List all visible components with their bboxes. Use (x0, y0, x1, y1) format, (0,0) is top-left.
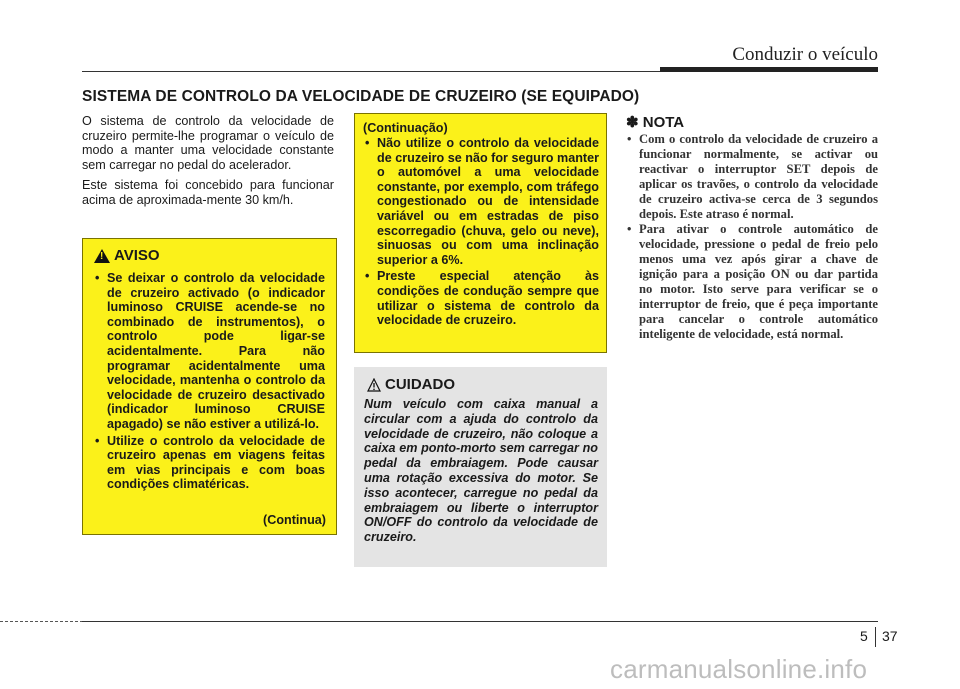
warning-list (93, 271, 325, 494)
warning-continued-box (354, 113, 607, 353)
list-item: • Com o controlo da velocidade de cruzeiro a funcionar normalmente, se activar ou reactivar o interruptor SET depois de aplicar os travões, o controlo da velocidade de cruzeiro activa-se cerca de 3 segundos depois. Este atraso é normal. (626, 132, 878, 222)
list-item: • Para ativar o controle automático de velocidade, pressione o pedal de freio pelo menos uma vez após girar a chave de ignição para a posição ON ou dar partida no motor. Isto serve para verificar se o interruptor de freio, que é peça importante para cancelar o controle automático inteligente de velocidade, está normal. (626, 222, 878, 342)
continued-title: (Continuação) (363, 121, 448, 135)
continues-label: (Continua) (263, 513, 326, 527)
caution-box (354, 367, 607, 567)
caution-triangle-icon (367, 378, 381, 392)
list-item: • Não utilize o controlo da velocidade de cruzeiro se não for seguro manter o automóvel a uma velocidade constante, por exemplo, com tráfego congestionado ou de intensidade variável ou em estradas de piso escorregadio (chuva, gelo ou neve), sinuosas ou com uma inclinação superior a 6%. (363, 136, 599, 267)
section-title: SISTEMA DE CONTROLO DA VELOCIDADE DE CRUZEIRO (SE EQUIPADO) (82, 88, 640, 105)
watermark: carmanualsonline.info (610, 654, 868, 684)
caution-header (367, 376, 455, 393)
list-item: • Preste especial atenção às condições de condução sempre que utilizar o sistema de controlo da velocidade de cruzeiro. (363, 269, 599, 327)
warning-box (82, 238, 337, 535)
note-title: ✽ NOTA (626, 114, 685, 131)
intro-paragraph: Este sistema foi concebido para funcionar acima de aproximada-mente 30 km/h. (82, 178, 334, 207)
header-rule-accent (660, 67, 878, 72)
caution-text: Num veículo com caixa manual a circular com a ajuda do controlo da velocidade de cruzeiro, não coloque a caixa em ponto-morto sem carregar no pedal da embraiagem. Pode causar uma rotação excessiva do motor. Se isso acontecer, carregue no pedal da embraiagem ou liberte o interruptor ON/OFF do controlo da velocidade de cruzeiro. (364, 397, 598, 545)
warning-triangle-icon (94, 249, 110, 263)
intro-text (82, 114, 334, 214)
warning-continued-list (363, 136, 599, 330)
list-item: • Utilize o controlo da velocidade de cruzeiro apenas em viagens feitas em vias principais e com boas condições climatéricas. (93, 434, 325, 492)
warning-title: AVISO (114, 247, 160, 264)
list-item: • Se deixar o controlo da velocidade de cruzeiro activado (o indicador luminoso CRUISE acende-se no combinado de instrumentos), o controlo pode ligar-se acidentalmente. Para não programar acidentalmente uma velocidade, mantenha o controlo da velocidade de cruzeiro desactivado (indicador luminoso CRUISE apagado) se não estiver a utilizá-lo. (93, 271, 325, 432)
footer-rule (82, 621, 878, 622)
page-divider (875, 627, 876, 647)
chapter-number: 5 (860, 628, 868, 644)
note-list (626, 132, 878, 342)
warning-header (94, 247, 160, 264)
chapter-title: Conduzir o veículo (732, 44, 878, 65)
page-number: 37 (882, 628, 898, 644)
caution-title: CUIDADO (385, 376, 455, 393)
intro-paragraph: O sistema de controlo da velocidade de cruzeiro permite-lhe programar o veículo de modo a manter uma velocidade constante sem carregar no pedal do acelerador. (82, 114, 334, 172)
